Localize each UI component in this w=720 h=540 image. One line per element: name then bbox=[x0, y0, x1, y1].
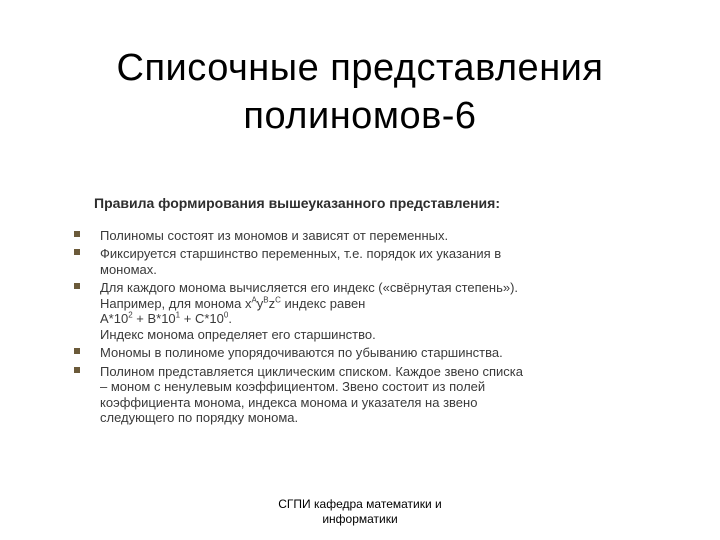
list-item-text: Индекс монома определяет его старшинство. bbox=[100, 326, 376, 342]
slide-title bbox=[40, 44, 680, 140]
list-item-text: Для каждого монома вычисляется его индекс («свёрнутая степень»). bbox=[100, 280, 519, 295]
example-suffix: индекс равен bbox=[280, 295, 366, 311]
formula-term-1: A*10 bbox=[100, 311, 129, 326]
list-item-text: коэффициента монома, индекса монома и указателя на звено bbox=[100, 394, 478, 410]
rules-list bbox=[70, 228, 590, 426]
list-item-text: – моном с ненулевым коэффициентом. Звено состоит из полей bbox=[100, 379, 486, 394]
example-prefix: Например, для монома x bbox=[100, 295, 252, 311]
formula-exp-2: 1 bbox=[175, 310, 181, 320]
list-item-example bbox=[100, 296, 590, 312]
slide-title-line-1: Списочные представления bbox=[116, 47, 604, 89]
rules-block bbox=[70, 196, 590, 429]
bullet-icon bbox=[74, 367, 80, 373]
variable-y: y bbox=[256, 295, 264, 311]
footer-line-1: СГПИ кафедра математики и bbox=[278, 497, 442, 511]
formula-exp-1: 2 bbox=[128, 310, 133, 320]
list-item bbox=[70, 364, 590, 426]
slide-title-line-2: полиномов-6 bbox=[243, 95, 477, 137]
exponent-c: C bbox=[275, 295, 281, 305]
exponent-a: A bbox=[251, 295, 257, 305]
list-item-text: мономах. bbox=[100, 261, 157, 277]
slide-footer bbox=[240, 497, 480, 527]
list-item bbox=[70, 280, 590, 342]
list-item-text: Фиксируется старшинство переменных, т.е. порядок их указания в bbox=[100, 246, 502, 261]
formula-term-3: + C*10 bbox=[180, 311, 224, 326]
footer-line-2: информатики bbox=[322, 512, 398, 526]
formula-exp-3: 0 bbox=[223, 310, 229, 320]
list-item-text: Мономы в полиноме упорядочиваются по убыванию старшинства. bbox=[100, 345, 503, 360]
list-item-text: Полином представляется циклическим списком. Каждое звено списка bbox=[100, 363, 523, 379]
bullet-icon bbox=[74, 231, 80, 237]
exponent-b: B bbox=[263, 295, 269, 305]
list-item bbox=[70, 228, 590, 244]
index-formula bbox=[100, 311, 590, 327]
list-item bbox=[70, 246, 590, 277]
formula-term-2: + B*10 bbox=[132, 311, 176, 326]
list-item-text: Полиномы состоят из мономов и зависят от переменных. bbox=[100, 227, 449, 243]
bullet-icon bbox=[74, 249, 80, 255]
variable-z: z bbox=[268, 295, 276, 311]
bullet-icon bbox=[74, 283, 80, 289]
bullet-icon bbox=[74, 348, 80, 354]
list-item-text: следующего по порядку монома. bbox=[100, 410, 299, 425]
formula-term-4: . bbox=[228, 311, 232, 326]
rules-heading: Правила формирования вышеуказанного представления: bbox=[94, 195, 500, 211]
list-item bbox=[70, 345, 590, 361]
